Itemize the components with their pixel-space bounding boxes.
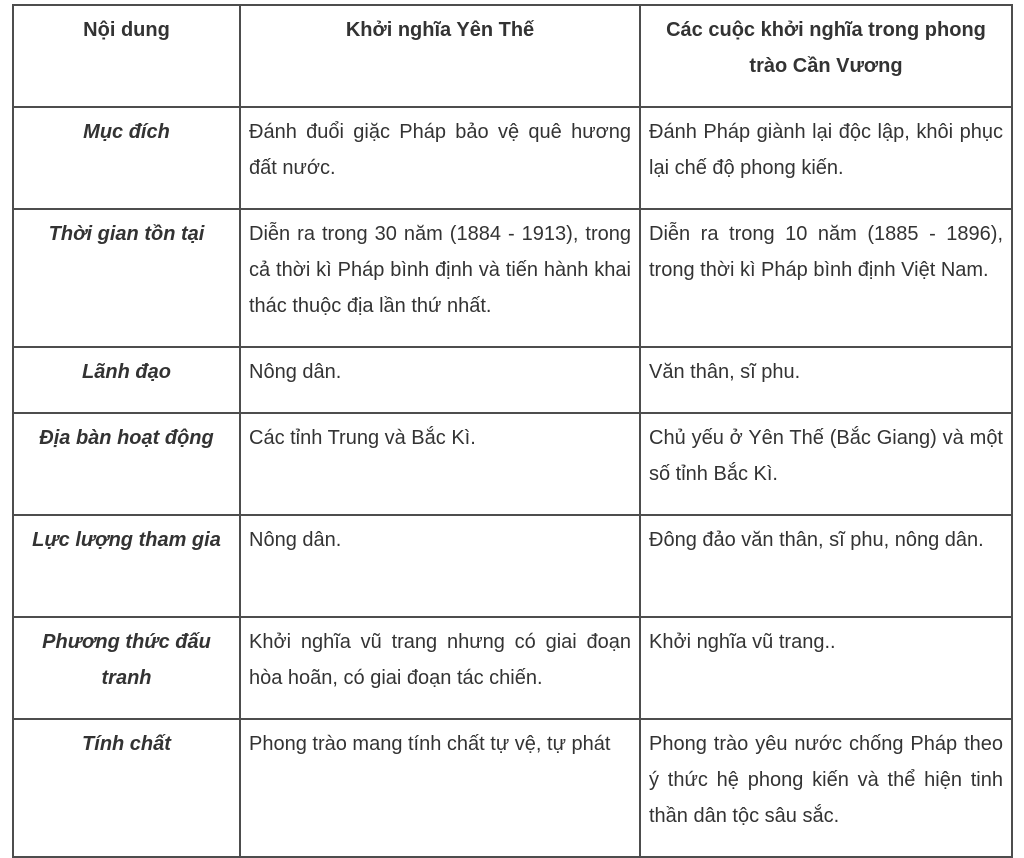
row-label-method: Phương thức đấu tranh [13, 617, 240, 719]
row-label-leadership: Lãnh đạo [13, 347, 240, 413]
cell-can-vuong: Khởi nghĩa vũ trang.. [640, 617, 1012, 719]
table-row [13, 719, 1012, 857]
comparison-table [12, 4, 1013, 858]
cell-yen-the: Diễn ra trong 30 năm (1884 - 1913), trong cả thời kì Pháp bình định và tiến hành khai thác thuộc địa lần thứ nhất. [240, 209, 640, 347]
cell-can-vuong: Phong trào yêu nước chống Pháp theo ý thức hệ phong kiến và thể hiện tinh thần dân tộc sâu sắc. [640, 719, 1012, 857]
cell-yen-the: Đánh đuổi giặc Pháp bảo vệ quê hương đất nước. [240, 107, 640, 209]
header-yen-the: Khởi nghĩa Yên Thế [240, 5, 640, 107]
table-row [13, 209, 1012, 347]
table-row [13, 413, 1012, 515]
cell-can-vuong: Đông đảo văn thân, sĩ phu, nông dân. [640, 515, 1012, 617]
header-content: Nội dung [13, 5, 240, 107]
cell-yen-the: Khởi nghĩa vũ trang nhưng có giai đoạn hòa hoãn, có giai đoạn tác chiến. [240, 617, 640, 719]
cell-can-vuong: Đánh Pháp giành lại độc lập, khôi phục lại chế độ phong kiến. [640, 107, 1012, 209]
cell-yen-the: Nông dân. [240, 347, 640, 413]
cell-yen-the: Phong trào mang tính chất tự vệ, tự phát [240, 719, 640, 857]
row-label-duration: Thời gian tồn tại [13, 209, 240, 347]
cell-can-vuong: Văn thân, sĩ phu. [640, 347, 1012, 413]
table-row [13, 617, 1012, 719]
table-row [13, 347, 1012, 413]
cell-can-vuong: Diễn ra trong 10 năm (1885 - 1896), trong thời kì Pháp bình định Việt Nam. [640, 209, 1012, 347]
cell-can-vuong: Chủ yếu ở Yên Thế (Bắc Giang) và một số tỉnh Bắc Kì. [640, 413, 1012, 515]
row-label-nature: Tính chất [13, 719, 240, 857]
row-label-forces: Lực lượng tham gia [13, 515, 240, 617]
table-row [13, 515, 1012, 617]
row-label-area: Địa bàn hoạt động [13, 413, 240, 515]
cell-yen-the: Nông dân. [240, 515, 640, 617]
cell-yen-the: Các tỉnh Trung và Bắc Kì. [240, 413, 640, 515]
row-label-purpose: Mục đích [13, 107, 240, 209]
table-row [13, 107, 1012, 209]
table-header-row [13, 5, 1012, 107]
header-can-vuong: Các cuộc khởi nghĩa trong phong trào Cần Vương [640, 5, 1012, 107]
